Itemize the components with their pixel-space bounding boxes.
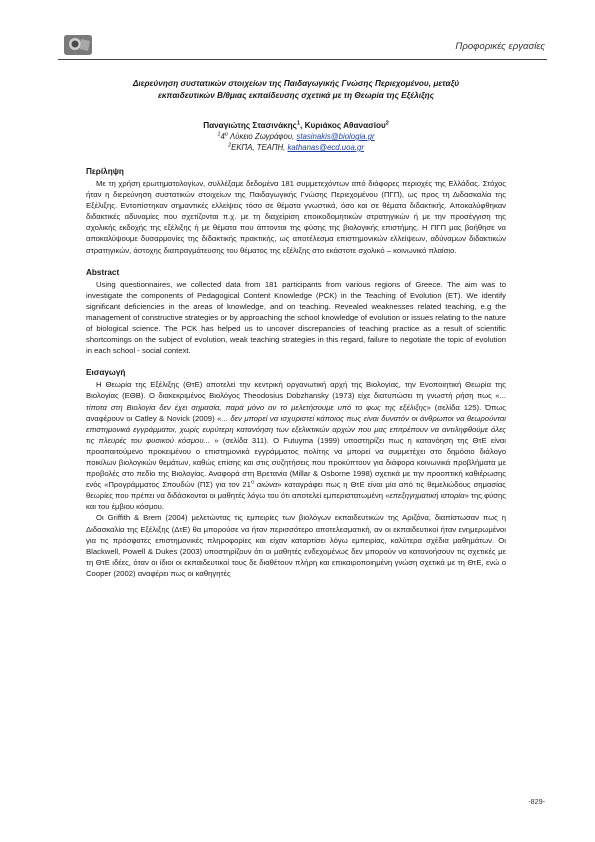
header-divider xyxy=(58,59,547,60)
author-list xyxy=(86,120,506,131)
conference-logo-icon xyxy=(64,35,92,55)
introduction-paragraph-1: Η Θεωρία της Εξέλιξης (ΘτΕ) αποτελεί την κεντρική οργανωτική αρχή της Βιολογίας, την Ενοποιητική Θεωρία της Βιολογίας (ΕΘΒ). Ο διακεκριμένος Βιολόγος Theodosius Dobzhansky (1973) είχε διατυπώσει τη γνωστή ρήση πως «... τίποτα στη Βιολογία δεν έχει σημασία, παρά μόνο αν το μελετήσουμε υπό το φως της εξέλιξης» (σελίδα 125). Όπως αναφέρουν οι Catley & Novick (2009) «... δεν μπορεί να ισχυριστεί κάποιος πως είναι δυνατόν οι άνθρωποι να θεωρούνται επιστημονικά εγγράμματοι, χωρίς ευρύτερη κατανόηση των εξελικτικών αρχών που μας επιτρέπουν να αντιληφθούμε όλες τις πλευρές του φυσικού κόσμου... » (σελίδα 311). Ο Futuyma (1999) υποστηρίζει πως η κατανόηση της ΘτΕ είναι προαπαιτούμενο προκειμένου ο επιστημονικά εγγράμματος πολίτης να μπορεί να συμμετέχει στο δημόσιο διάλογο ποικίλων βιολογικών θεμάτων, καθώς επίσης και στις συζητήσεις που προκύπτουν για διάφορα κοινωνικά προβλήματα με προβολές στο πεδίο της Βιολογίας. Αναφορά στη Βρετανία (Millar & Osborne 1998) σχετικά με την προοπτική καθιέρωσης ενός «Προγράμματος Σπουδών (ΠΣ) για τον $21^o$ αιώνα» καταγράφει πως η ΘτΕ είναι μία από τις θεμελιώδους σημασίας θεωρίες που πρέπει να διδάσκονται οι μαθητές λόγω του ότι αποτελεί εμπεριστατωμένη «επεξηγηματική ιστορία» της φύσης και του έμβιου κόσμου. xyxy=(86,380,507,512)
title-line-1: Διερεύνηση συστατικών στοιχείων της Παιδαγωγικής Γνώσης Περιεχομένου, μεταξύ xyxy=(132,79,460,88)
email-link-2[interactable]: kathanas@ecd.uoa.gr xyxy=(287,143,364,152)
paper-title xyxy=(86,78,506,102)
title-line-2: εκπαιδευτικών Β/θμιας εκπαίδευσης σχετικά με τη Θεωρία της Εξέλιξης xyxy=(157,91,435,100)
abstract-heading: Abstract xyxy=(86,267,120,277)
email-link-1[interactable]: stasinakis@biologia.gr xyxy=(296,132,375,141)
affiliation-2: $^2$ΕΚΠΑ, ΤΕΑΠΗ, kathanas@ecd.uoa.gr xyxy=(228,142,364,152)
summary-heading: Περίληψη xyxy=(86,167,124,176)
running-header: Πρoφορικές εργασίες xyxy=(455,41,545,52)
abstract-paragraph: Using questionnaires, we collected data from 181 participants from various regions of Greece. The aim was to investigate the components of Pedagogical Content Knowledge (PCK) in the Teaching of Evolution (ET). We identify significant deficiencies in the areas of knowledge, and on teaching. Revealed weaknesses related teaching, e.g the management of constructive strategies or by approaching the school knowledge of evolution or issues relating to the nature of biological science. The PCK has helped us to uncover discrepancies of teaching practice as a result of scientific shortcomings on the subject of evolution, weak teaching strategies in this regard, failure to negotiate the topic of evolution in each school - social context. xyxy=(86,279,506,356)
introduction-paragraph-2: Οι Griffith & Brem (2004) μελετώντας τις εμπειρίες των βιολόγων εκπαιδευτικών της Αριζόνα, διαπίστωσαν πως η Διδασκαλία της Εξέλιξης (ΔτΕ) θα μπορούσε να ήταν περισσότερο αποτελεσματική, αν οι εκπαιδευτικοί ήταν ενημερωμένοι για τις πρόσφατες επιστημονικές πληροφορίες και είχαν καταρτίσει λόγω εμπειρίας, καλύτερα σχέδια μαθημάτων. Οι Blackwell, Powell & Dukes (2003) υποστηρίζουν ότι οι μαθητές ενδεχομένως δεν μπορούν να κατανοήσουν τις σχετικές με τη ΘτΕ ιδέες, όταν οι ίδιοι οι εκπαιδευτικοί τους δε διαθέτουν πλήρη και επικαιροποιημένη γνώση σχετικά με τη ΘτΕ, ενώ ο Cooper (2002) αναφέρει πως οι καθηγητές xyxy=(86,513,506,578)
author-1: Παναγιώτης Στασινάκης xyxy=(203,121,297,130)
paper-body xyxy=(86,78,506,579)
affiliation-1: $^14^o$ Λύκειο Ζωγράφου, stasinakis@biologia.gr xyxy=(217,131,375,141)
page-number: -829- xyxy=(528,797,545,806)
summary-paragraph: Με τη χρήση ερωτηματολογίων, συλλέξαμε δεδομένα 181 συμμετεχόντων από διάφορες περιοχές της Ελλάδας. Στόχος ήταν η διερεύνηση συστατικών στοιχείων της Παιδαγωγικής Γνώσης Περιεχομένου (ΠΓΠ), ως προς τη Διδασκαλία της Εξέλιξης. Εντοπίστηκαν σημαντικές ελλείψεις τόσο σε θέματα γνωστικά, όσο και σε θέματα διδακτικής. Αποκαλύφθηκαν διδακτικές αδυναμίες που σχετίζονται π.χ. με τη διαχείριση εποικοδομητικών στρατηγικών ή με την προσέγγιση της σχολικής εκδοχής της εξέλιξης ή με θέματα που άπτονται της φύσης της βιολογικής επιστήμης. Η ΠΓΠ μας βοήθησε να αποκαλύψουμε δυσαρμονίες της διδακτικής πρακτικής, ως αποτέλεσμα επιστημονικών ελλείψεων, αδύναμων διδακτικών στρατηγικών, άστοχης διαπραγμάτευσης του θέματος της εξέλιξης στο εκάστοτε σχολικό – κοινωνικό πλαίσιο. xyxy=(86,179,506,255)
author-2-sup: 2 xyxy=(385,120,389,127)
introduction-heading: Εισαγωγή xyxy=(86,368,126,378)
author-1-sup: 1 xyxy=(296,120,301,127)
author-2: , Κυριάκος Αθανασίου xyxy=(300,121,386,130)
